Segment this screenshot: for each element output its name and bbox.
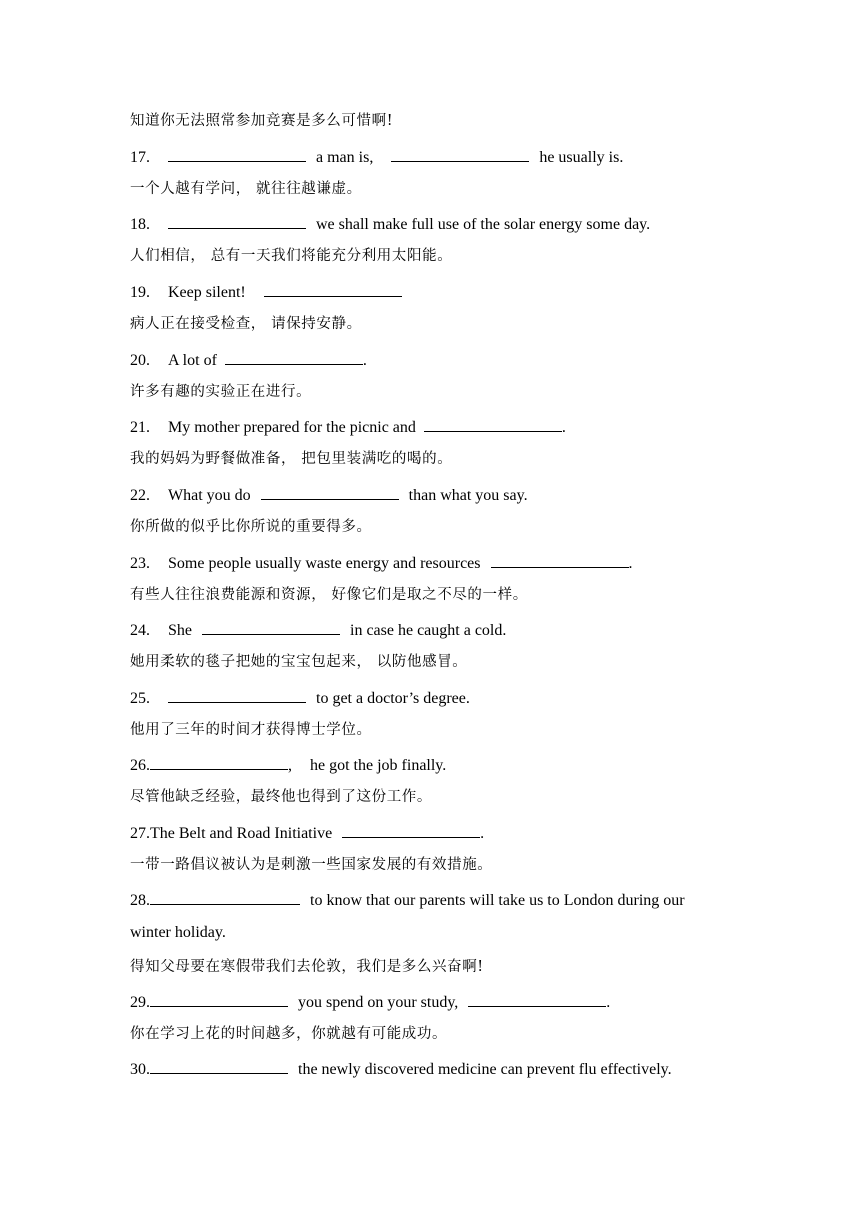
sentence-text: .: [561, 419, 566, 436]
sentence-text: She: [168, 622, 192, 639]
translation-line: 病人正在接受检查， 请保持安静。: [130, 316, 362, 332]
sentence-text: to get a doctor’s degree.: [316, 690, 470, 707]
sentence-text: winter holiday.: [130, 924, 226, 941]
answer-blank[interactable]: [150, 754, 288, 770]
sentence-text: than what you say.: [408, 487, 528, 504]
answer-blank[interactable]: [150, 889, 300, 905]
sentence-text: Keep silent!: [168, 284, 246, 301]
sentence-text: 19.: [130, 284, 150, 301]
exercise-line: [130, 923, 226, 943]
sentence-text: a man is,: [316, 149, 374, 166]
exercise-line: [130, 822, 484, 844]
exercise-line: [130, 416, 566, 438]
exercise-line: [130, 552, 633, 574]
sentence-text: 21.: [130, 419, 150, 436]
exercise-line: [130, 754, 446, 776]
exercise-line: [130, 991, 610, 1013]
sentence-text: 22.: [130, 487, 150, 504]
sentence-text: 23.: [130, 555, 150, 572]
sentence-text: in case he caught a cold.: [350, 622, 507, 639]
answer-blank[interactable]: [225, 349, 363, 365]
sentence-text: we shall make full use of the solar energy some day.: [316, 216, 651, 233]
translation-line: 知道你无法照常参加竞赛是多么可惜啊!: [130, 113, 394, 129]
exercise-line: [130, 889, 685, 911]
answer-blank[interactable]: [264, 281, 402, 297]
sentence-text: Some people usually waste energy and resources: [168, 555, 481, 572]
translation-line: 一带一路倡议被认为是刺激一些国家发展的有效措施。: [130, 857, 493, 873]
sentence-text: he usually is.: [539, 149, 624, 166]
answer-blank[interactable]: [150, 991, 288, 1007]
sentence-text: you spend on your study,: [298, 994, 459, 1011]
answer-blank[interactable]: [202, 619, 340, 635]
sentence-text: My mother prepared for the picnic and: [168, 419, 416, 436]
translation-line: 他用了三年的时间才获得博士学位。: [130, 722, 372, 738]
answer-blank[interactable]: [261, 484, 399, 500]
answer-blank[interactable]: [168, 146, 306, 162]
exercise-line: [130, 619, 506, 641]
sentence-text: 24.: [130, 622, 150, 639]
exercise-line: [130, 146, 623, 168]
answer-blank[interactable]: [168, 213, 306, 229]
exercise-line: [130, 349, 367, 371]
sentence-text: 28.: [130, 892, 150, 909]
translation-line: 人们相信， 总有一天我们将能充分利用太阳能。: [130, 248, 453, 264]
exercise-line: [130, 213, 650, 235]
answer-blank[interactable]: [168, 687, 306, 703]
translation-line: 一个人越有学问， 就往往越谦虚。: [130, 181, 362, 197]
sentence-text: ,: [288, 757, 292, 774]
sentence-text: 29.: [130, 994, 150, 1011]
answer-blank[interactable]: [424, 416, 562, 432]
sentence-text: .: [606, 994, 611, 1011]
sentence-text: 17.: [130, 149, 150, 166]
answer-blank[interactable]: [150, 1058, 288, 1074]
sentence-text: 30.: [130, 1061, 150, 1078]
sentence-text: 26.: [130, 757, 150, 774]
translation-line: 你所做的似乎比你所说的重要得多。: [130, 519, 372, 535]
sentence-text: 27.The Belt and Road Initiative: [130, 825, 333, 842]
sentence-text: the newly discovered medicine can prevent flu effectively.: [298, 1061, 672, 1078]
answer-blank[interactable]: [491, 552, 629, 568]
translation-line: 我的妈妈为野餐做准备， 把包里装满吃的喝的。: [130, 451, 453, 467]
translation-line: 尽管他缺乏经验，最终他也得到了这份工作。: [130, 789, 432, 805]
translation-line: 她用柔软的毯子把她的宝宝包起来， 以防他感冒。: [130, 654, 468, 670]
exercise-line: [130, 687, 470, 709]
translation-line: 有些人往往浪费能源和资源， 好像它们是取之不尽的一样。: [130, 587, 528, 603]
answer-blank[interactable]: [391, 146, 529, 162]
sentence-text: 18.: [130, 216, 150, 233]
sentence-text: to know that our parents will take us to London during our: [310, 892, 685, 909]
sentence-text: he got the job finally.: [310, 757, 447, 774]
translation-line: 得知父母要在寒假带我们去伦敦，我们是多么兴奋啊!: [130, 959, 484, 975]
sentence-text: .: [480, 825, 485, 842]
sentence-text: .: [362, 352, 367, 369]
sentence-text: 25.: [130, 690, 150, 707]
translation-line: 你在学习上花的时间越多，你就越有可能成功。: [130, 1026, 448, 1042]
exercise-line: [130, 484, 528, 506]
exercise-line: [130, 281, 402, 303]
exercise-line: [130, 1058, 672, 1080]
sentence-text: .: [628, 555, 633, 572]
translation-line: 许多有趣的实验正在进行。: [130, 384, 312, 400]
answer-blank[interactable]: [468, 991, 606, 1007]
sentence-text: What you do: [168, 487, 251, 504]
answer-blank[interactable]: [342, 822, 480, 838]
sentence-text: 20.: [130, 352, 150, 369]
sentence-text: A lot of: [168, 352, 217, 369]
